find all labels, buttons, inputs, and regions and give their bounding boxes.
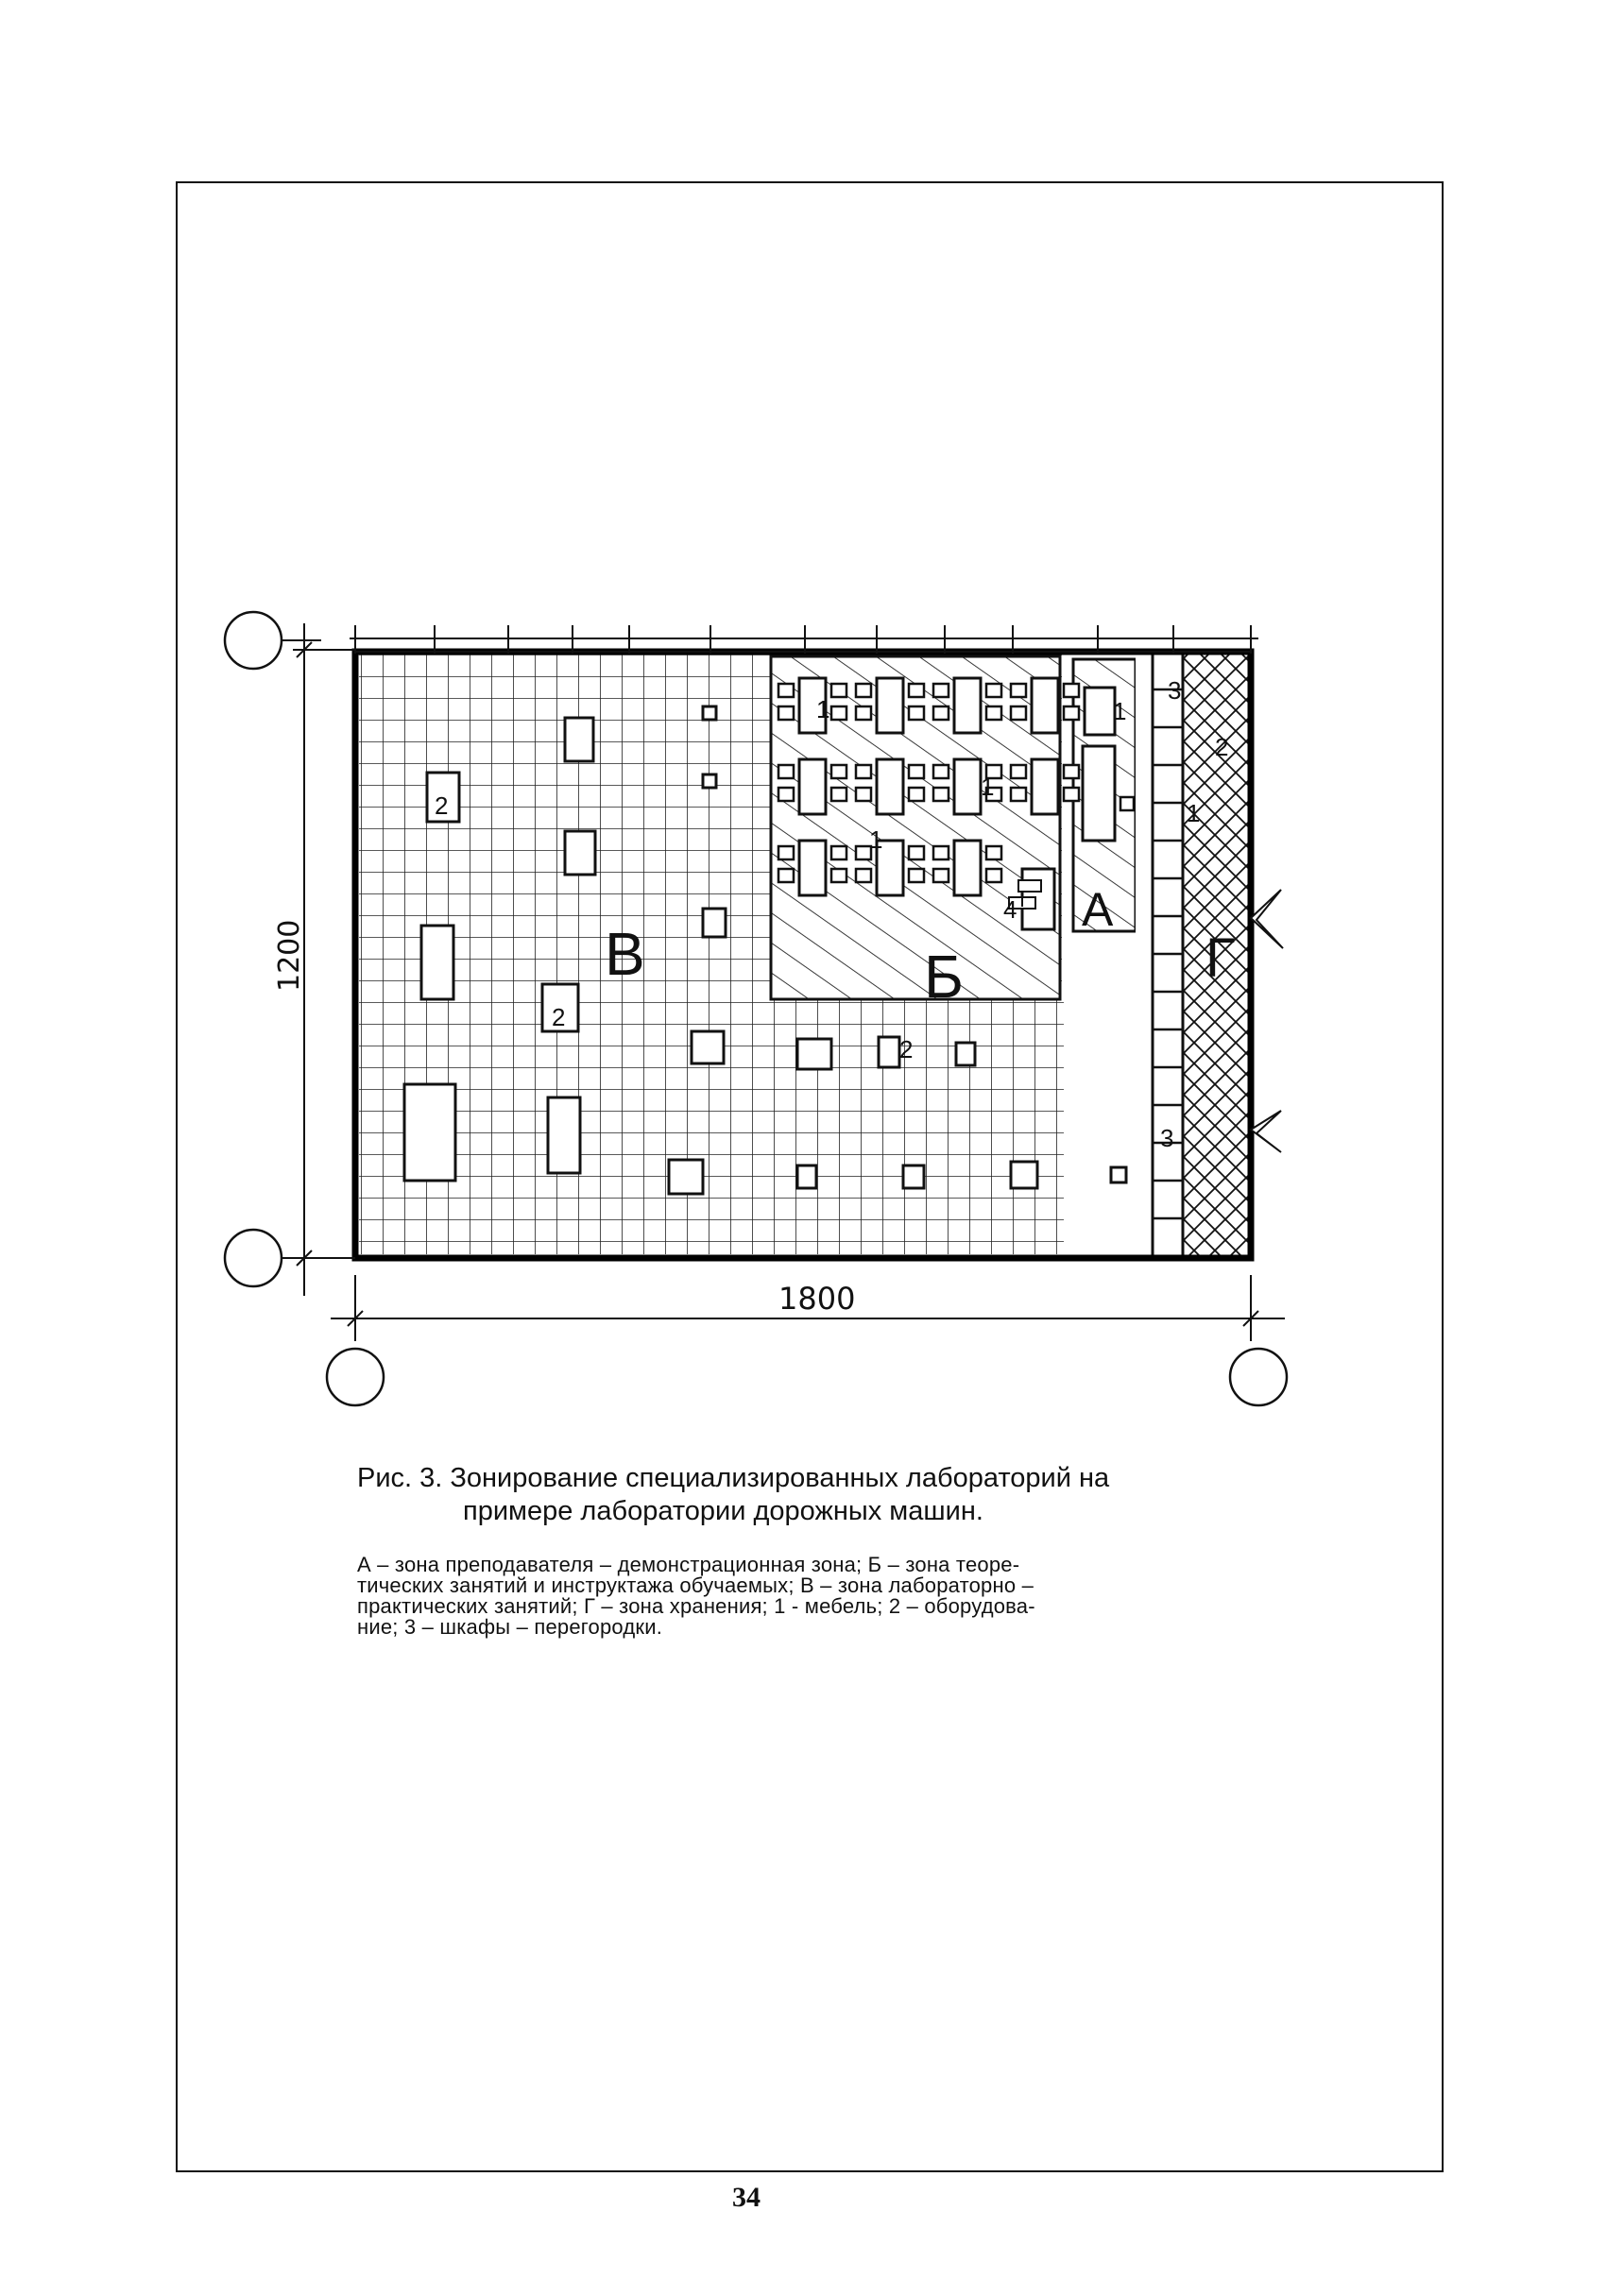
desk bbox=[954, 678, 981, 733]
chair bbox=[856, 869, 871, 882]
equipment-item bbox=[421, 926, 453, 999]
item-number-mark: 3 bbox=[1160, 1124, 1174, 1152]
chair bbox=[1011, 765, 1026, 778]
chair bbox=[909, 684, 924, 697]
chair bbox=[778, 788, 794, 801]
axis-marker-bottom-left bbox=[225, 1230, 321, 1286]
item-number-mark: 1 bbox=[869, 825, 883, 854]
height-dimension-label: 1200 bbox=[273, 919, 306, 992]
chair bbox=[909, 706, 924, 720]
chair bbox=[778, 765, 794, 778]
desk bbox=[877, 678, 903, 733]
item-number-mark: 1 bbox=[981, 773, 995, 801]
chair bbox=[1011, 788, 1026, 801]
door-arrow-upper bbox=[1251, 890, 1283, 948]
chair bbox=[986, 684, 1001, 697]
chair bbox=[778, 684, 794, 697]
teacher-chair bbox=[1120, 797, 1134, 810]
equipment-item bbox=[404, 1084, 455, 1181]
zone-label-b: Б bbox=[924, 943, 964, 1011]
equipment-item bbox=[692, 1031, 724, 1063]
equipment-item bbox=[669, 1160, 703, 1194]
chair bbox=[831, 765, 846, 778]
chair bbox=[1011, 684, 1026, 697]
chair bbox=[1064, 765, 1079, 778]
teacher-furniture bbox=[1085, 688, 1115, 735]
desk bbox=[1032, 759, 1058, 814]
door-arrow-lower bbox=[1251, 1111, 1281, 1152]
desk bbox=[1032, 678, 1058, 733]
chair bbox=[856, 788, 871, 801]
equipment-item bbox=[1011, 1162, 1037, 1188]
item-number-mark: 1 bbox=[1187, 799, 1201, 827]
chair bbox=[831, 846, 846, 859]
desk bbox=[954, 841, 981, 895]
chair bbox=[778, 706, 794, 720]
desk bbox=[799, 759, 826, 814]
chair bbox=[1011, 706, 1026, 720]
chair bbox=[933, 788, 949, 801]
zone-label-v: В bbox=[605, 920, 645, 988]
chair bbox=[856, 765, 871, 778]
caption-title bbox=[357, 1462, 1264, 1528]
chair bbox=[986, 846, 1001, 859]
chair bbox=[1064, 684, 1079, 697]
axis-marker-top-left bbox=[225, 612, 321, 669]
chair bbox=[986, 706, 1001, 720]
item-number-mark: 1 bbox=[816, 695, 830, 723]
chair bbox=[831, 684, 846, 697]
caption-title-line-2: примере лаборатории дорожных машин. bbox=[463, 1496, 983, 1526]
chair bbox=[1064, 706, 1079, 720]
chair bbox=[933, 846, 949, 859]
equipment-item bbox=[903, 1165, 924, 1188]
equipment-item bbox=[1111, 1167, 1126, 1182]
chair bbox=[933, 706, 949, 720]
chair bbox=[856, 684, 871, 697]
axis-marker-bottom-1 bbox=[327, 1349, 384, 1405]
chair bbox=[909, 765, 924, 778]
chair bbox=[831, 869, 846, 882]
equipment-item bbox=[548, 1097, 580, 1173]
equipment-item bbox=[703, 706, 716, 720]
item-number-mark: 4 bbox=[1003, 895, 1017, 924]
legend-line: тических занятий и инструктажа обучаемых; В – зона лабораторно – bbox=[357, 1573, 1034, 1597]
caption-title-line-1: Рис. 3. Зонирование специализированных лабораторий на bbox=[357, 1463, 1110, 1493]
equipment-item bbox=[565, 831, 595, 875]
equipment-item bbox=[797, 1039, 831, 1069]
page-number: 34 bbox=[732, 2182, 761, 2213]
teacher-cabinet bbox=[1083, 746, 1115, 841]
equipment-item bbox=[879, 1037, 899, 1067]
chair bbox=[831, 706, 846, 720]
desk bbox=[954, 759, 981, 814]
item-number-mark: 2 bbox=[899, 1035, 914, 1063]
legend-line: А – зона преподавателя – демонстрационная зона; Б – зона теоре- bbox=[357, 1553, 1020, 1576]
item-number-mark: 1 bbox=[1113, 697, 1127, 725]
equipment-item bbox=[703, 774, 716, 788]
figure-caption bbox=[357, 1462, 1264, 1528]
chair bbox=[856, 706, 871, 720]
legend-line: практических занятий; Г – зона хранения; 1 - мебель; 2 – оборудова- bbox=[357, 1594, 1035, 1618]
zone-label-a: А bbox=[1082, 883, 1114, 936]
desk bbox=[877, 759, 903, 814]
chair bbox=[778, 846, 794, 859]
equipment-item bbox=[703, 909, 726, 937]
caption-legend bbox=[357, 1555, 1283, 1638]
legend-line: ние; 3 – шкафы – перегородки. bbox=[357, 1615, 663, 1639]
desk bbox=[799, 841, 826, 895]
item-number-mark: 3 bbox=[1168, 676, 1182, 705]
equipment-item bbox=[565, 718, 593, 761]
width-dimension-label: 1800 bbox=[778, 1281, 856, 1317]
chair bbox=[1064, 788, 1079, 801]
equipment-item bbox=[797, 1165, 816, 1188]
chair bbox=[933, 765, 949, 778]
axis-marker-bottom-2 bbox=[1230, 1349, 1287, 1405]
chair bbox=[986, 869, 1001, 882]
item-number-mark: 2 bbox=[552, 1003, 566, 1031]
chair bbox=[909, 788, 924, 801]
chair bbox=[831, 788, 846, 801]
zone-label-g: Г bbox=[1205, 927, 1236, 989]
chair bbox=[778, 869, 794, 882]
floor-plan bbox=[217, 586, 1351, 1407]
equipment-item bbox=[956, 1043, 975, 1065]
chair bbox=[909, 846, 924, 859]
chair bbox=[909, 869, 924, 882]
item-number-mark: 2 bbox=[435, 791, 449, 820]
item-number-mark: 2 bbox=[1215, 733, 1229, 761]
chair bbox=[933, 684, 949, 697]
chair bbox=[933, 869, 949, 882]
